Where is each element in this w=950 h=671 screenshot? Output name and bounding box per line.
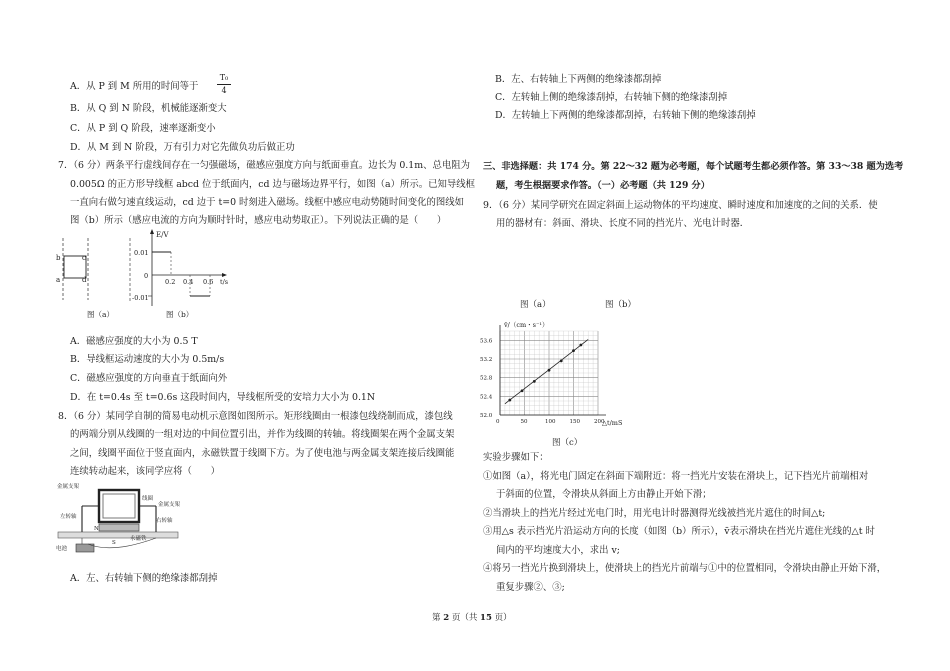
q8-base xyxy=(58,532,178,538)
chart-data-point xyxy=(572,349,575,352)
q8-pole-s: S xyxy=(112,540,116,546)
q7-corner-c: c xyxy=(82,254,86,262)
q7-x-tick-0: 0.2 xyxy=(165,278,176,286)
footer-total-pages: 15 xyxy=(480,613,492,623)
q8-line-2: 的两端分别从线圈的一组对边的中间位置引出，并作为线圈的转轴。将线圈架在两个金属支架 xyxy=(70,429,455,440)
chart-data-point xyxy=(521,389,524,392)
q7-xlabel: t/s xyxy=(220,278,229,286)
q7-ylabel: E/V xyxy=(156,231,169,239)
q8-line-3: 之间，线圈平面位于竖直面内，永磁铁置于线圈下方。为了使电池与两金属支架连接后线圈能 xyxy=(70,448,455,459)
q7-line-4: 图（b）所示（感应电流的方向为顺时针时，感应电动势取正）。下列说法正确的是（ ） xyxy=(70,215,447,226)
chart-ylabel: v̄/（cm・s⁻¹） xyxy=(504,321,549,329)
q7-line-2: 0.005Ω 的正方形导线框 abcd 位于纸面内，cd 边与磁场边界平行，如图（a）所示。已知导线框 xyxy=(70,179,475,190)
step-3-line-2: 间内的平均速度大小，求出 v; xyxy=(496,545,620,556)
footer-page-number: 2 xyxy=(443,613,450,623)
q7-option-a: A．磁感应强度的大小为 0.5 T xyxy=(70,336,198,347)
chart-data-point xyxy=(579,344,582,347)
q7-y-pos: 0.01 xyxy=(134,249,149,257)
q7-option-c: C．磁感应强度的方向垂直于纸面向外 xyxy=(70,373,228,384)
step-3-line-1: ③用△s 表示挡光片沿运动方向的长度（如图（b）所示），v̄表示滑块在挡光片遮住光线的△t 时 xyxy=(483,526,875,537)
step-2: ②当滑块上的挡光片经过光电门时，用光电计时器测得光线被挡光片遮住的时间△t; xyxy=(483,508,826,519)
chart-data-point xyxy=(508,399,511,402)
q7-fig-b-label: 图（b） xyxy=(166,310,194,319)
chart-x-tick-label: 200 xyxy=(594,419,605,425)
q7-x-tick-1: 0.4 xyxy=(183,278,194,286)
q9-line-2: 用的器材有：斜面、滑块、长度不同的挡光片、光电计时器． xyxy=(496,218,750,229)
q8-coil xyxy=(99,490,139,522)
chart-y-tick-label: 52.4 xyxy=(480,394,493,401)
q8-label-coil: 线圈 xyxy=(142,496,154,502)
q8-option-b: B．左、右转轴上下两侧的绝缘漆都刮掉 xyxy=(495,74,662,85)
q7-option-b: B．导线框运动速度的大小为 0.5m/s xyxy=(70,354,225,365)
q8-option-a: A．左、右转轴下侧的绝缘漆都刮掉 xyxy=(70,573,218,584)
chart-x-tick-label: 50 xyxy=(520,419,528,425)
chart-xlabel: △t/mS xyxy=(602,419,623,427)
q7-figure-a xyxy=(55,238,125,328)
fig-c-label: 图（c） xyxy=(552,438,583,448)
q6-option-a: A．从 P 到 M 所用的时间等于 xyxy=(70,81,199,92)
page-footer xyxy=(432,612,512,624)
q6-frac-bar xyxy=(217,84,231,85)
fig-c-chart xyxy=(478,317,628,432)
q7-corner-d: d xyxy=(82,276,87,284)
chart-x-tick-label: 100 xyxy=(545,419,556,425)
q7-y-neg: -0.01 xyxy=(132,294,149,302)
q6-option-c: C．从 P 到 Q 阶段，速率逐渐变小 xyxy=(70,123,216,134)
chart-y-tick-label: 53.6 xyxy=(480,338,493,345)
step-4-line-1: ④将另一挡光片换到滑块上，使滑块上的挡光片前端与①中的位置相同，令滑块由静止开始下滑， xyxy=(483,563,887,574)
chart-data-point xyxy=(533,380,536,383)
q8-label-axle-right: 右转轴 xyxy=(156,518,173,524)
footer-middle: 页（共 xyxy=(449,613,481,623)
q6-frac-denominator: 4 xyxy=(221,86,227,95)
q8-label-battery: 电池 xyxy=(56,546,68,552)
q7-x-tick-2: 0.6 xyxy=(203,278,214,286)
q8-label-axle-left: 左转轴 xyxy=(60,514,77,520)
q8-pole-n: N xyxy=(94,526,99,532)
step-1-line-1: ①如图（a），将光电门固定在斜面下端附近：将一挡光片安装在滑块上，记下挡光片前端相对 xyxy=(483,471,869,482)
q7-fig-a-label: 图（a） xyxy=(87,310,114,319)
footer-suffix: 页） xyxy=(491,613,512,623)
q7-line-1: 7．（6 分）两条平行虚线间存在一匀强磁场，磁感应强度方向与纸面垂直。边长为 0.1m、总电阻为 xyxy=(58,160,470,171)
q8-option-d: D．左转轴上下两侧的绝缘漆都刮掉，右转轴下侧的绝缘漆刮掉 xyxy=(495,110,756,121)
q8-label-magnet: 永磁铁 xyxy=(130,536,147,542)
q7-figure-b xyxy=(126,228,236,328)
fig-a-label: 图（a） xyxy=(520,300,551,310)
steps-title: 实验步骤如下： xyxy=(483,452,549,463)
footer-prefix: 第 xyxy=(432,613,444,623)
fig-b-label: 图（b） xyxy=(605,300,636,310)
chart-x-tick-label: 150 xyxy=(569,419,580,425)
q8-line-1: 8．（6 分）某同学自制的简易电动机示意图如图所示。矩形线圈由一根漆包线绕制而成，漆包线 xyxy=(58,411,453,422)
q7-option-d: D．在 t=0.4s 至 t=0.6s 这段时间内，导线框所受的安培力大小为 0.1N xyxy=(70,392,376,403)
q7-corner-b: b xyxy=(56,254,61,262)
q8-line-4: 连续转动起来，该同学应将（ ） xyxy=(70,466,221,477)
q8-label-support-left: 金属支架 xyxy=(57,484,80,490)
chart-y-tick-label: 52.8 xyxy=(480,375,493,382)
chart-y-tick-label: 52.0 xyxy=(480,413,493,419)
q8-motor-figure xyxy=(52,482,192,558)
q6-option-b: B．从 Q 到 N 阶段，机械能逐渐变大 xyxy=(70,103,227,114)
chart-y-tick-label: 53.2 xyxy=(480,357,493,363)
step-4-line-2: 重复步骤②、③; xyxy=(496,582,565,593)
section3-heading-line1: 三、非选择题：共 174 分。第 22～32 题为必考题，每个试题考生都必须作答。第 33～38 题为选考 xyxy=(483,161,904,172)
q8-option-c: C．左转轴上侧的绝缘漆刮掉，右转轴下侧的绝缘漆刮掉 xyxy=(495,92,728,103)
q6-option-d: D．从 M 到 N 阶段，万有引力对它先做负功后做正功 xyxy=(70,142,295,153)
q9-line-1: 9．（6 分）某同学研究在固定斜面上运动物体的平均速度、瞬时速度和加速度的之间的关系．使 xyxy=(483,200,878,211)
chart-data-point xyxy=(548,369,551,372)
chart-data-point xyxy=(560,359,563,362)
q7-y-zero: 0 xyxy=(144,272,149,280)
chart-fit-line xyxy=(505,339,588,403)
chart-marks xyxy=(505,339,588,403)
q7-corner-a: a xyxy=(56,276,61,284)
q8-magnet xyxy=(99,524,139,531)
q8-label-support-right: 金属支架 xyxy=(158,502,181,508)
q6-frac-numerator: T₀ xyxy=(219,73,229,82)
chart-x-tick-label: 0 xyxy=(496,419,500,425)
q7-line-3: 一直向右做匀速直线运动，cd 边于 t=0 时刻进入磁场。线框中感应电动势随时间变化的图线如 xyxy=(70,197,465,208)
step-1-line-2: 于斜面的位置，令滑块从斜面上方由静止开始下滑； xyxy=(496,489,712,500)
section3-heading-line2: 题，考生根据要求作答。（一）必考题（共 129 分） xyxy=(496,180,710,191)
